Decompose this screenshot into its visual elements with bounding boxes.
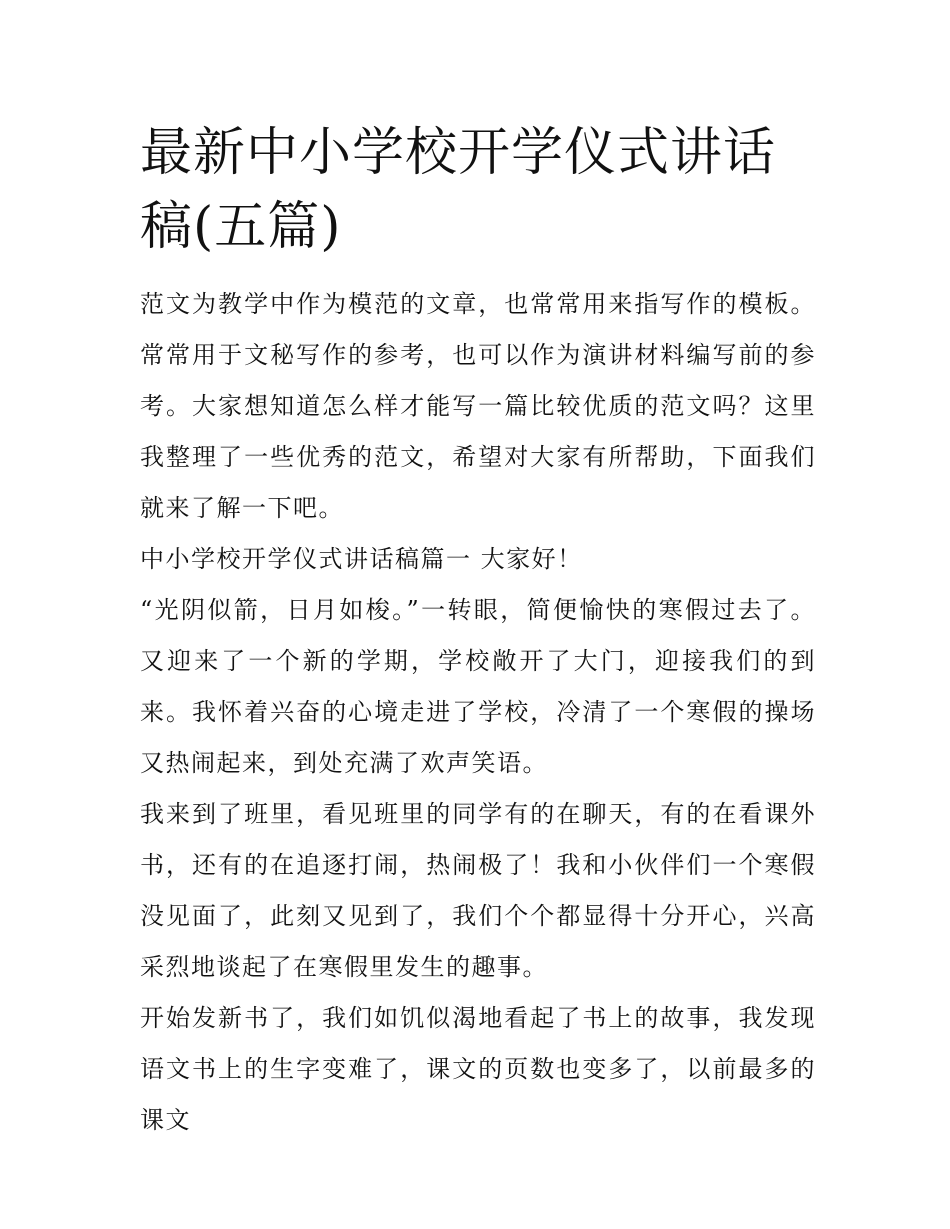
document-title: 最新中小学校开学仪式讲话稿(五篇)	[140, 123, 777, 257]
paragraph-section-heading: 中小学校开学仪式讲话稿篇一 大家好！	[140, 545, 583, 573]
paragraph-new-books: 开始发新书了，我们如饥似渴地看起了书上的故事，我发现语文书上的生字变难了，课文的页数也变多了，以前最多的课文	[140, 1004, 816, 1134]
paragraph-opening: “光阴似箭，日月如梭。”一转眼，简便愉快的寒假过去了。又迎来了一个新的学期，学校敞开了大门，迎接我们的到来。我怀着兴奋的心境走进了学校，冷清了一个寒假的操场又热闹起来，到处充满了欢声笑语。	[140, 596, 816, 777]
paragraph-intro: 范文为教学中作为模范的文章，也常常用来指写作的模板。常常用于文秘写作的参考，也可以作为演讲材料编写前的参考。大家想知道怎么样才能写一篇比较优质的范文吗？这里我整理了一些优秀的范文，希望对大家有所帮助，下面我们就来了解一下吧。	[140, 290, 816, 522]
document-body	[140, 279, 816, 1146]
paragraph-classroom: 我来到了班里，看见班里的同学有的在聊天，有的在看课外书，还有的在追逐打闹，热闹极了！我和小伙伴们一个寒假没见面了，此刻又见到了，我们个个都显得十分开心，兴高采烈地谈起了在寒假里发生的趣事。	[140, 800, 816, 981]
